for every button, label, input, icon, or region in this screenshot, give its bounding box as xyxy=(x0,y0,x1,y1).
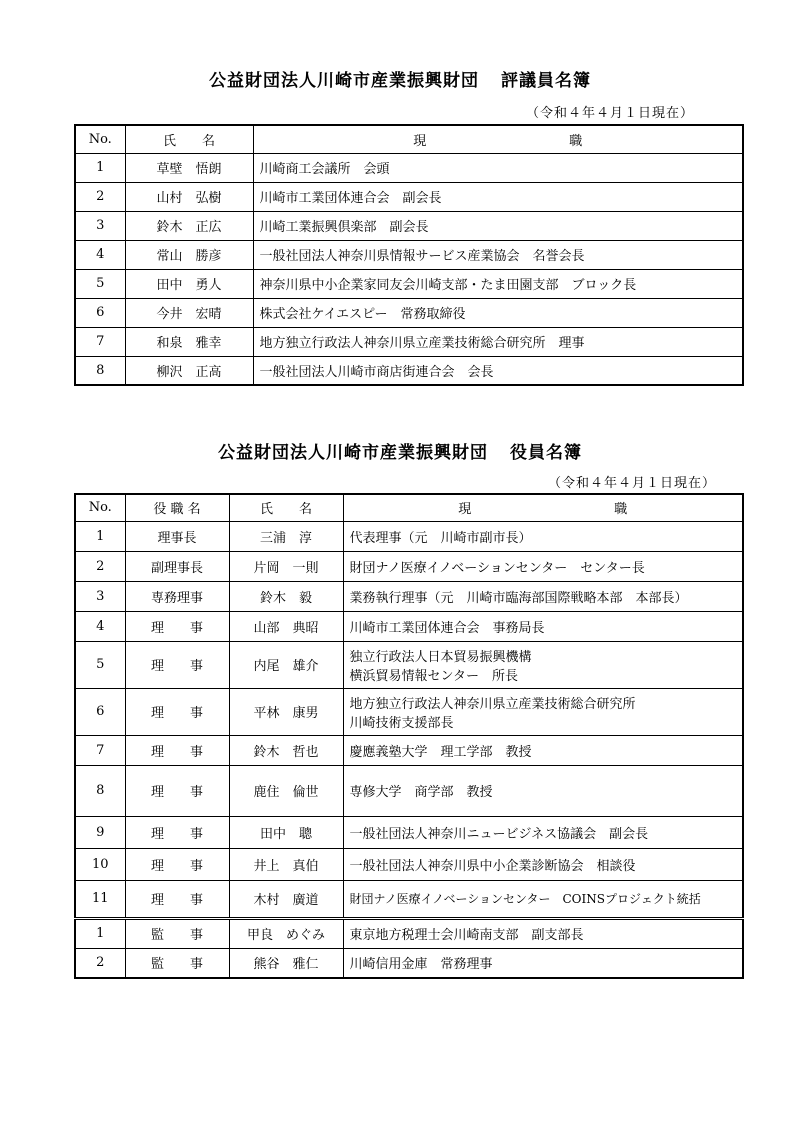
row-position: 財団ナノ医療イノベーションセンター センター長 xyxy=(343,551,743,581)
row-name: 鈴木 正広 xyxy=(125,211,253,240)
council-header-name: 氏 名 xyxy=(125,125,253,153)
row-name: 鹿住 倫世 xyxy=(229,765,343,816)
row-position: 川崎信用金庫 常務理事 xyxy=(343,948,743,978)
row-position: 一般社団法人神奈川県中小企業診断協会 相談役 xyxy=(343,848,743,880)
row-role: 理 事 xyxy=(125,735,229,765)
table-row xyxy=(75,880,743,918)
row-name: 平林 康男 xyxy=(229,688,343,735)
table-row xyxy=(75,182,743,211)
row-role: 監 事 xyxy=(125,918,229,948)
officers-header-position: 現 職 xyxy=(343,494,743,521)
table-row xyxy=(75,521,743,551)
row-no: 1 xyxy=(75,918,125,948)
row-name: 鈴木 毅 xyxy=(229,581,343,611)
row-position: 一般社団法人神奈川県情報サービス産業協会 名誉会長 xyxy=(253,240,743,269)
row-position-line1: 地方独立行政法人神奈川県立産業技術総合研究所 xyxy=(349,696,636,712)
row-no: 10 xyxy=(75,848,125,880)
row-no: 3 xyxy=(75,581,125,611)
table-row xyxy=(75,551,743,581)
council-header-position: 現 職 xyxy=(253,125,743,153)
table-row xyxy=(75,240,743,269)
row-name: 木村 廣道 xyxy=(229,880,343,918)
row-position: 株式会社ケイエスピー 常務取締役 xyxy=(253,298,743,327)
row-position xyxy=(343,688,743,735)
row-name: 今井 宏晴 xyxy=(125,298,253,327)
row-no: 9 xyxy=(75,816,125,848)
officers-header-role: 役 職 名 xyxy=(125,494,229,521)
table-row xyxy=(75,153,743,182)
row-no: 6 xyxy=(75,298,125,327)
council-title-doc: 評議員名簿 xyxy=(501,71,591,91)
row-no: 7 xyxy=(75,327,125,356)
officers-title xyxy=(0,438,800,463)
row-name: 井上 真伯 xyxy=(229,848,343,880)
row-no: 6 xyxy=(75,688,125,735)
table-row xyxy=(75,688,743,735)
officers-as-of: （令和４年４月１日現在） xyxy=(548,476,717,491)
table-row xyxy=(75,581,743,611)
row-no: 5 xyxy=(75,641,125,688)
row-name: 和泉 雅幸 xyxy=(125,327,253,356)
table-row xyxy=(75,765,743,816)
row-name: 片岡 一則 xyxy=(229,551,343,581)
table-row xyxy=(75,848,743,880)
row-position: 一般社団法人川崎市商店街連合会 会長 xyxy=(253,356,743,385)
row-position: 代表理事（元 川崎市副市長） xyxy=(343,521,743,551)
row-role: 副理事長 xyxy=(125,551,229,581)
row-position: 神奈川県中小企業家同友会川崎支部・たま田園支部 ブロック長 xyxy=(253,269,743,298)
table-row xyxy=(75,211,743,240)
row-name: 内尾 雄介 xyxy=(229,641,343,688)
table-row xyxy=(75,269,743,298)
row-no: 1 xyxy=(75,521,125,551)
officers-header-row xyxy=(75,494,743,521)
council-header-no: No. xyxy=(75,125,125,153)
row-role: 理 事 xyxy=(125,816,229,848)
row-position: 地方独立行政法人神奈川県立産業技術総合研究所 理事 xyxy=(253,327,743,356)
row-position: 財団ナノ医療イノベーションセンター COINSプロジェクト統括 xyxy=(343,880,743,918)
row-no: 7 xyxy=(75,735,125,765)
row-position-line2: 横浜貿易情報センター 所長 xyxy=(349,668,518,684)
officers-header-name: 氏 名 xyxy=(229,494,343,521)
officers-title-doc: 役員名簿 xyxy=(510,443,582,463)
row-name: 草壁 悟朗 xyxy=(125,153,253,182)
row-position: 慶應義塾大学 理工学部 教授 xyxy=(343,735,743,765)
table-row xyxy=(75,327,743,356)
row-name: 甲良 めぐみ xyxy=(229,918,343,948)
row-name: 山村 弘樹 xyxy=(125,182,253,211)
row-role: 理 事 xyxy=(125,641,229,688)
row-role: 理 事 xyxy=(125,765,229,816)
row-name: 常山 勝彦 xyxy=(125,240,253,269)
row-name: 山部 典昭 xyxy=(229,611,343,641)
row-no: 4 xyxy=(75,240,125,269)
council-header-row xyxy=(75,125,743,153)
table-row xyxy=(75,641,743,688)
row-position: 川崎商工会議所 会頭 xyxy=(253,153,743,182)
table-row xyxy=(75,918,743,948)
officers-header-no: No. xyxy=(75,494,125,521)
row-role: 理事長 xyxy=(125,521,229,551)
row-no: 2 xyxy=(75,551,125,581)
table-row xyxy=(75,611,743,641)
row-name: 柳沢 正高 xyxy=(125,356,253,385)
table-row xyxy=(75,948,743,978)
council-table xyxy=(74,124,744,386)
row-name: 三浦 淳 xyxy=(229,521,343,551)
row-role: 専務理事 xyxy=(125,581,229,611)
row-role: 理 事 xyxy=(125,848,229,880)
table-row xyxy=(75,816,743,848)
row-name: 熊谷 雅仁 xyxy=(229,948,343,978)
row-no: 8 xyxy=(75,765,125,816)
row-position: 専修大学 商学部 教授 xyxy=(343,765,743,816)
row-role: 理 事 xyxy=(125,611,229,641)
officers-table xyxy=(74,493,744,979)
row-no: 2 xyxy=(75,948,125,978)
row-role: 理 事 xyxy=(125,688,229,735)
council-title-org: 公益財団法人川崎市産業振興財団 xyxy=(209,71,479,91)
table-row xyxy=(75,735,743,765)
row-position: 業務執行理事（元 川崎市臨海部国際戦略本部 本部長） xyxy=(343,581,743,611)
row-position: 川崎市工業団体連合会 副会長 xyxy=(253,182,743,211)
row-name: 鈴木 哲也 xyxy=(229,735,343,765)
row-no: 8 xyxy=(75,356,125,385)
row-no: 5 xyxy=(75,269,125,298)
row-name: 田中 勇人 xyxy=(125,269,253,298)
row-role: 監 事 xyxy=(125,948,229,978)
row-position: 東京地方税理士会川崎南支部 副支部長 xyxy=(343,918,743,948)
row-position: 一般社団法人神奈川ニュービジネス協議会 副会長 xyxy=(343,816,743,848)
council-as-of: （令和４年４月１日現在） xyxy=(526,106,695,121)
row-position: 川崎工業振興倶楽部 副会長 xyxy=(253,211,743,240)
table-row xyxy=(75,298,743,327)
council-title xyxy=(0,66,800,91)
row-no: 11 xyxy=(75,880,125,918)
officers-title-org: 公益財団法人川崎市産業振興財団 xyxy=(218,443,488,463)
row-position-line2: 川崎技術支援部長 xyxy=(349,715,454,731)
row-position xyxy=(343,641,743,688)
row-name: 田中 聰 xyxy=(229,816,343,848)
row-role: 理 事 xyxy=(125,880,229,918)
row-no: 1 xyxy=(75,153,125,182)
row-no: 2 xyxy=(75,182,125,211)
row-no: 4 xyxy=(75,611,125,641)
row-no: 3 xyxy=(75,211,125,240)
row-position-line1: 独立行政法人日本貿易振興機構 xyxy=(349,649,532,665)
table-row xyxy=(75,356,743,385)
row-position: 川崎市工業団体連合会 事務局長 xyxy=(343,611,743,641)
